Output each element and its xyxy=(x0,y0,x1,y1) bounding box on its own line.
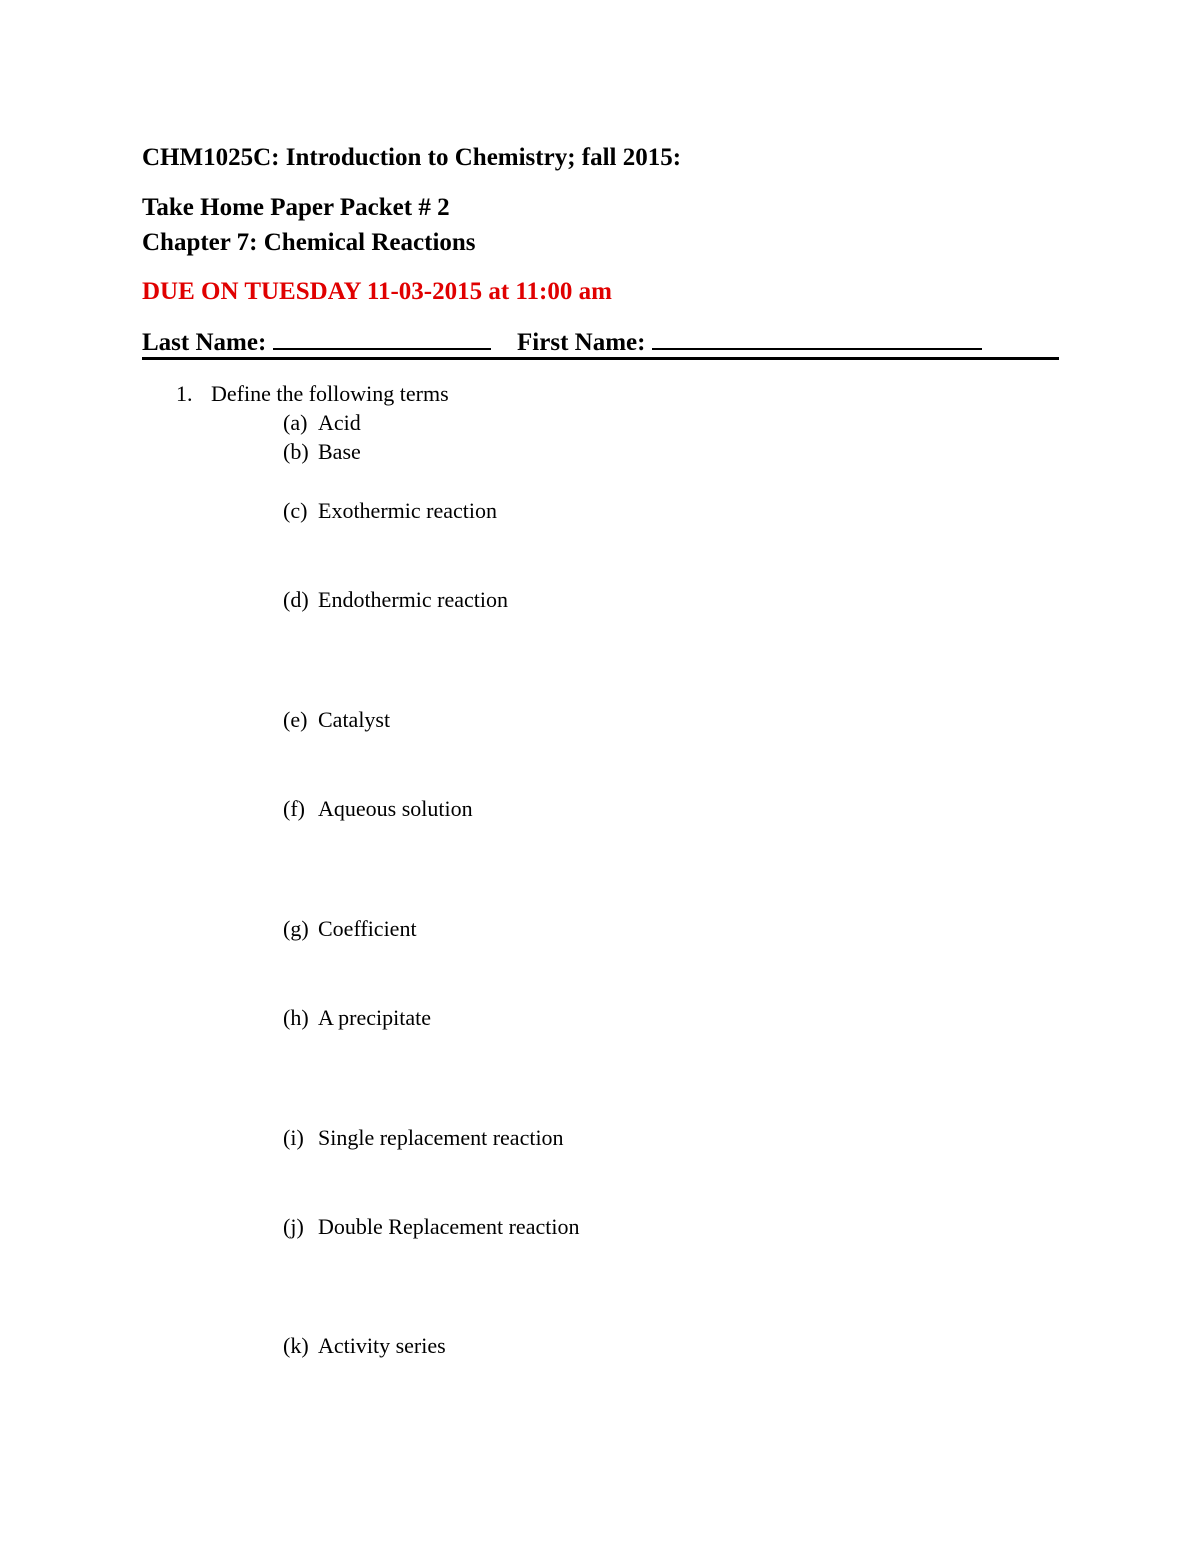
term-label: (a) xyxy=(283,410,308,435)
last-name-label: Last Name: xyxy=(142,329,267,356)
term-text: Aqueous solution xyxy=(318,796,473,821)
due-date: DUE ON TUESDAY 11-03-2015 at 11:00 am xyxy=(142,278,612,305)
term-text: Endothermic reaction xyxy=(318,587,508,612)
question-prompt: Define the following terms xyxy=(211,381,449,406)
term-item xyxy=(283,915,417,943)
term-item xyxy=(283,1124,564,1152)
term-label: (c) xyxy=(283,498,308,523)
chapter-title: Chapter 7: Chemical Reactions xyxy=(142,229,476,256)
term-text: A precipitate xyxy=(318,1005,432,1030)
first-name-label: First Name: xyxy=(517,329,646,356)
term-item xyxy=(283,1332,446,1360)
term-item xyxy=(283,1213,579,1241)
term-text: Acid xyxy=(318,410,361,435)
term-label: (f) xyxy=(283,796,305,821)
term-label: (h) xyxy=(283,1005,309,1030)
term-label: (i) xyxy=(283,1125,304,1150)
first-name-blank[interactable] xyxy=(652,326,982,350)
term-item xyxy=(283,497,497,525)
term-item xyxy=(283,438,361,466)
term-text: Double Replacement reaction xyxy=(318,1214,580,1239)
term-label: (k) xyxy=(283,1333,309,1358)
term-text: Exothermic reaction xyxy=(318,498,497,523)
term-text: Activity series xyxy=(318,1333,446,1358)
term-label: (b) xyxy=(283,439,309,464)
name-line xyxy=(142,326,982,359)
header-divider xyxy=(142,357,1059,360)
term-text: Catalyst xyxy=(318,707,391,732)
term-label: (g) xyxy=(283,916,309,941)
term-label: (e) xyxy=(283,707,308,732)
term-text: Coefficient xyxy=(318,916,417,941)
term-item xyxy=(283,409,361,437)
term-text: Base xyxy=(318,439,361,464)
term-label: (d) xyxy=(283,587,309,612)
term-item xyxy=(283,795,473,823)
question-number: 1. xyxy=(176,381,193,406)
term-label: (j) xyxy=(283,1214,304,1239)
term-item xyxy=(283,706,390,734)
last-name-blank[interactable] xyxy=(273,326,491,350)
term-item xyxy=(283,586,508,614)
packet-title: Take Home Paper Packet # 2 xyxy=(142,194,450,221)
course-title: CHM1025C: Introduction to Chemistry; fall 2015: xyxy=(142,144,682,171)
term-item xyxy=(283,1004,431,1032)
term-text: Single replacement reaction xyxy=(318,1125,564,1150)
